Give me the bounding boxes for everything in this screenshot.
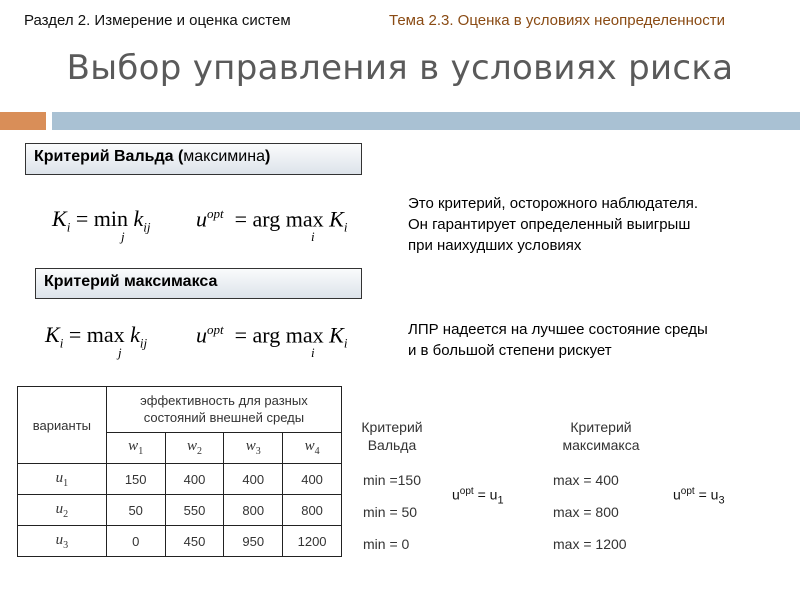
wald-result-header (357, 418, 427, 454)
efficiency-table (17, 386, 342, 557)
state-header: $w_4$ (283, 432, 342, 463)
wald-min-value: min = 0 (363, 536, 410, 552)
value-cell: 50 (106, 495, 165, 526)
maximax-max-value: max = 800 (553, 504, 619, 520)
wald-note-line: при наихудших условиях (408, 237, 582, 254)
maximax-formula-uopt: $u^{opt}$ = arg $\max K_i$ (196, 322, 348, 351)
formula-argmax: arg max (252, 322, 324, 348)
value-cell: 150 (106, 464, 165, 495)
wald-result-header-line: Критерий (361, 419, 423, 435)
wald-min-value: min =150 (363, 472, 421, 488)
header-variants: варианты (18, 387, 107, 464)
value-cell: 400 (224, 464, 283, 495)
state-header: $w_1$ (106, 432, 165, 463)
value-cell: 450 (165, 526, 224, 557)
wald-optimal-choice (452, 486, 504, 506)
value-cell: 800 (224, 495, 283, 526)
page-title: Выбор управления в условиях риска (66, 48, 734, 88)
maximax-note (408, 319, 708, 361)
opt-sup: opt (459, 486, 474, 497)
wald-note-line: Он гарантирует определенный выигрыш (408, 216, 691, 233)
wald-result-header-line: Вальда (367, 437, 417, 453)
value-cell: 550 (165, 495, 224, 526)
wald-label-light: максимина (183, 148, 265, 165)
table-row (18, 526, 342, 557)
maximax-result-header-line: максимакса (562, 437, 640, 453)
state-header: $w_3$ (224, 432, 283, 463)
formula-argmax: arg max (252, 206, 324, 232)
opt-sup: opt (680, 486, 695, 497)
wald-label-bold: Критерий Вальда ( (34, 148, 184, 165)
accent-bar-orange (0, 112, 46, 130)
opt-eq: = u (694, 486, 719, 503)
wald-min-value: min = 50 (363, 504, 418, 520)
value-cell: 0 (106, 526, 165, 557)
opt-u: u (673, 486, 681, 503)
formula-u: u (196, 206, 207, 232)
maximax-sub-j: j (118, 345, 122, 360)
formula-opt: opt (207, 206, 224, 221)
accent-bar-blue (52, 112, 800, 130)
maximax-criterion-label: Критерий максимакса (35, 268, 362, 299)
variant-cell: $u_3$ (18, 526, 107, 557)
value-cell: 400 (165, 464, 224, 495)
maximax-result-header-line: Критерий (570, 419, 632, 435)
wald-criterion-label (25, 143, 362, 175)
table-row (18, 464, 342, 495)
table-row (18, 495, 342, 526)
wald-formula-k: $K_i = \min k_{ij}$ (52, 206, 151, 235)
formula-max: max (86, 322, 125, 347)
maximax-argmax-sub-i: i (311, 345, 315, 360)
state-header: $w_2$ (165, 432, 224, 463)
formula-min: min (93, 206, 128, 231)
formula-sub-ij: ij (143, 219, 151, 235)
opt-idx: 1 (497, 494, 504, 507)
variant-cell: $u_2$ (18, 495, 107, 526)
section-header: Раздел 2. Измерение и оценка систем (24, 12, 291, 29)
formula-k: K (52, 206, 67, 231)
value-cell: 950 (224, 526, 283, 557)
opt-eq: = u (473, 486, 498, 503)
maximax-result-header (546, 418, 656, 454)
value-cell: 800 (283, 495, 342, 526)
variant-cell: $u_1$ (18, 464, 107, 495)
wald-label-close: ) (264, 148, 271, 165)
opt-u: u (452, 486, 460, 503)
maximax-note-line: и в большой степени рискует (408, 342, 612, 359)
wald-argmax-sub-i: i (311, 229, 315, 244)
wald-note (408, 193, 698, 256)
maximax-note-line: ЛПР надеется на лучшее состояние среды (408, 321, 708, 338)
wald-note-line: Это критерий, осторожного наблюдателя. (408, 195, 699, 212)
value-cell: 400 (283, 464, 342, 495)
value-cell: 1200 (283, 526, 342, 557)
maximax-max-value: max = 1200 (553, 536, 627, 552)
maximax-optimal-choice (673, 486, 725, 506)
formula-sub-i: i (66, 219, 71, 235)
wald-sub-j: j (121, 229, 125, 244)
header-efficiency: эффективность для разных состояний внешней среды (106, 387, 341, 433)
topic-header: Тема 2.3. Оценка в условиях неопределенности (389, 12, 725, 29)
wald-formula-uopt: $u^{opt}$ = arg $\max K_i$ (196, 206, 348, 235)
maximax-max-value: max = 400 (553, 472, 619, 488)
opt-idx: 3 (718, 494, 725, 507)
maximax-formula-k: $K_i = \max k_{ij}$ (45, 322, 148, 351)
